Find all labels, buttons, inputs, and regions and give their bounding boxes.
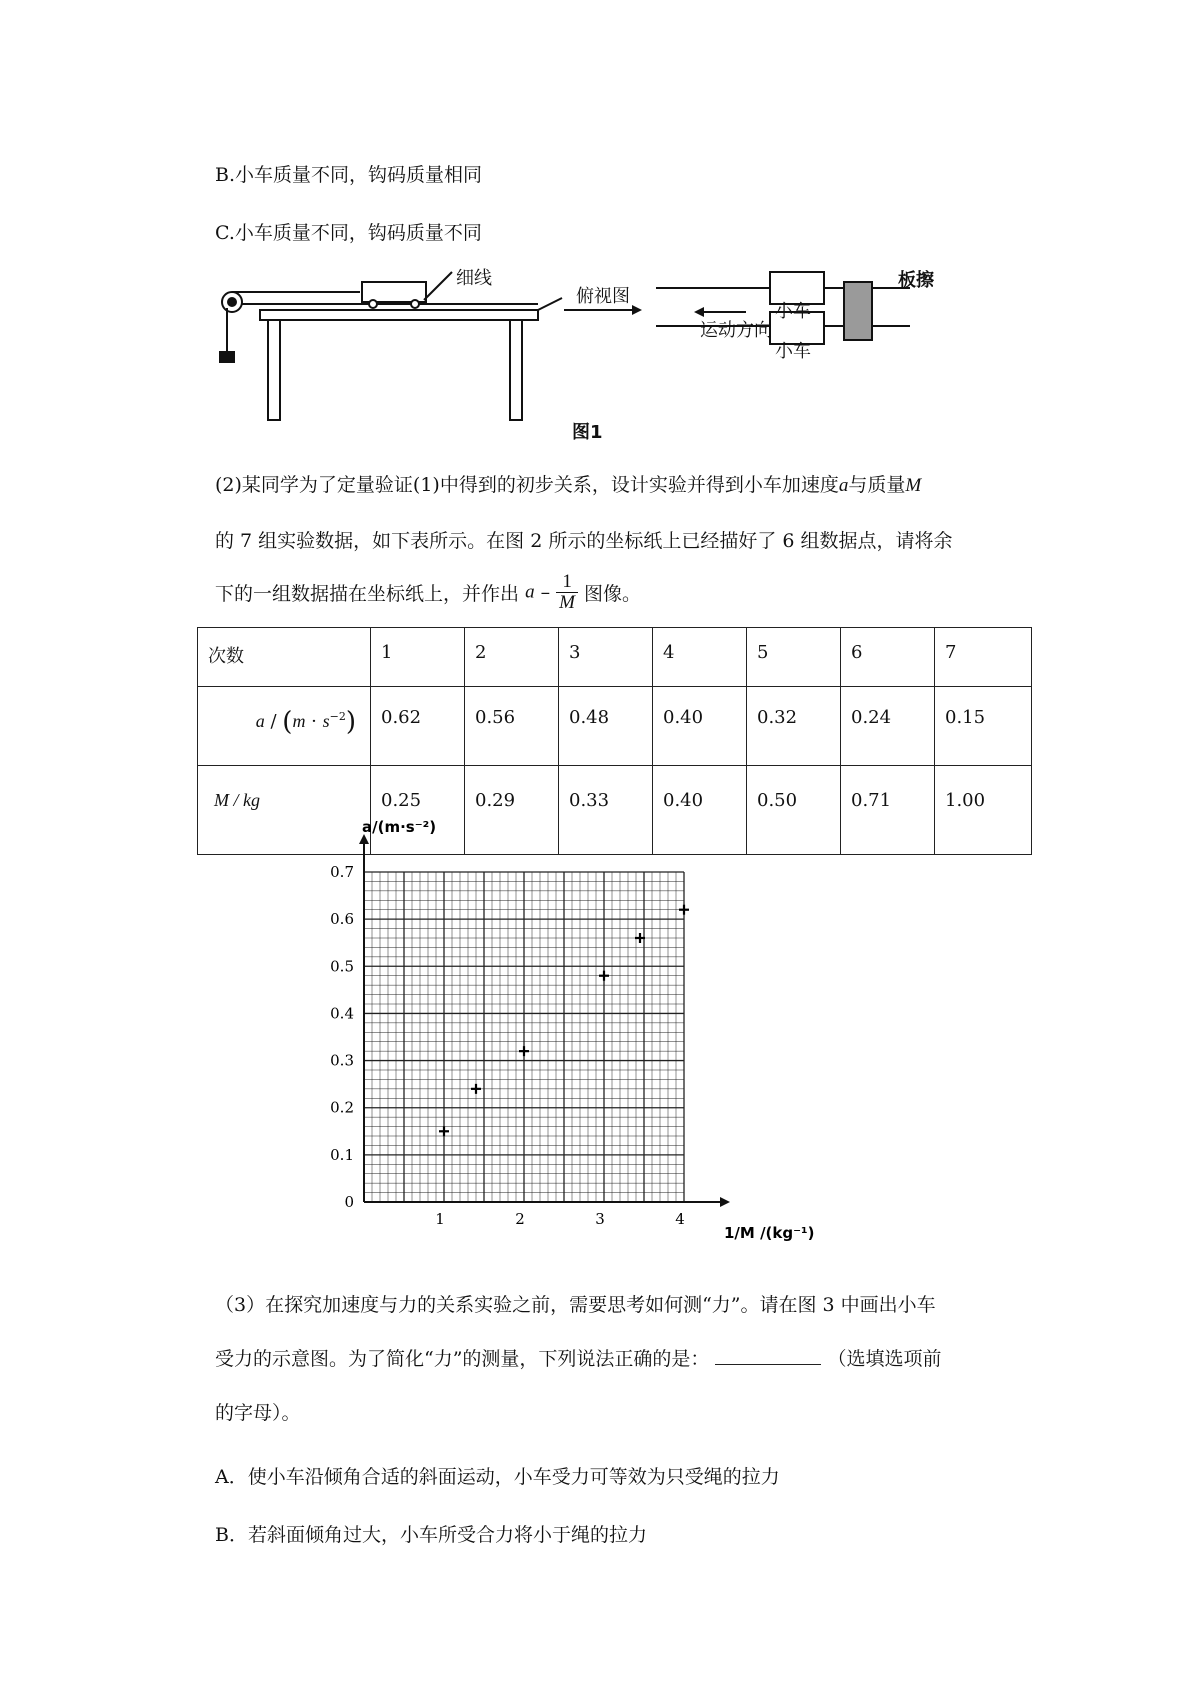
label-thread: 细线	[456, 268, 492, 289]
trial-cell: 4	[653, 628, 747, 687]
y-tick-label: 0	[344, 1193, 354, 1211]
accel-cell: 0.32	[747, 687, 841, 766]
x-tick-label: 2	[515, 1210, 525, 1228]
x-tick-label: 4	[675, 1210, 685, 1228]
y-tick-label: 0.1	[330, 1145, 354, 1164]
option-c-text: C.小车质量不同，钩码质量不同	[215, 222, 482, 244]
part3-line3: 的字母）。	[215, 1402, 301, 1424]
mass-cell: 0.25	[371, 766, 465, 855]
part3-option-b: B．若斜面倾角过大，小车所受合力将小于绳的拉力	[215, 1524, 647, 1546]
accel-cell: 0.40	[653, 687, 747, 766]
eraser-block	[844, 282, 872, 340]
label-cart-upper: 小车	[775, 301, 811, 322]
mass-cell: 0.71	[841, 766, 935, 855]
figure2-chart	[320, 818, 880, 1250]
trial-cell: 5	[747, 628, 841, 687]
mass-cell: 1.00	[935, 766, 1032, 855]
figure1-caption: 图1	[572, 422, 603, 443]
data-point	[519, 1046, 529, 1056]
y-axis-label: a/(m·s⁻²)	[362, 818, 437, 836]
data-point	[439, 1126, 449, 1136]
x-tick-label: 1	[435, 1210, 445, 1228]
part3-line2: 受力的示意图。为了简化“力”的测量，下列说法正确的是： （选填选项前	[215, 1348, 942, 1370]
accel-cell: 0.62	[371, 687, 465, 766]
x-tick-label: 3	[595, 1210, 605, 1228]
mass-cell: 0.50	[747, 766, 841, 855]
trial-cell: 6	[841, 628, 935, 687]
table-row-trials	[198, 628, 1032, 687]
accel-cell: 0.15	[935, 687, 1032, 766]
trial-cell: 2	[465, 628, 559, 687]
option-b-text: B.小车质量不同，钩码质量相同	[215, 164, 483, 186]
accel-row-label: $a / (m \cdot s^{-2})$	[198, 687, 371, 766]
x-axis-label: 1/M /(kg⁻¹)	[724, 1224, 815, 1242]
answer-blank[interactable]	[715, 1364, 821, 1365]
mass-cell: 0.33	[559, 766, 653, 855]
data-point	[679, 905, 689, 915]
y-tick-label: 0.3	[330, 1051, 354, 1070]
label-eraser: 板擦	[898, 270, 934, 291]
lab-table-side-view	[220, 272, 562, 420]
data-table	[197, 627, 1032, 855]
mass-cell: 0.29	[465, 766, 559, 855]
trial-cell: 1	[371, 628, 465, 687]
part3-option-a: A．使小车沿倾角合适的斜面运动，小车受力可等效为只受绳的拉力	[215, 1466, 780, 1488]
table-row-acceleration	[198, 687, 1032, 766]
data-point	[599, 971, 609, 981]
data-point	[471, 1084, 481, 1094]
accel-cell: 0.48	[559, 687, 653, 766]
y-tick-label: 0.5	[330, 957, 354, 976]
header-label: 次数	[198, 628, 371, 687]
fraction-one-over-m: $\frac{1}{M}$	[556, 572, 578, 613]
x-axis-arrow	[720, 1197, 730, 1207]
accel-cell: 0.56	[465, 687, 559, 766]
part2-line1: (2)某同学为了定量验证(1)中得到的初步关系，设计实验并得到小车加速度a与质量M	[215, 474, 922, 496]
trial-cell: 7	[935, 628, 1032, 687]
label-direction: 运动方向	[700, 320, 772, 341]
accel-cell: 0.24	[841, 687, 935, 766]
mass-row-label: M / kg	[198, 766, 371, 855]
label-cart-lower: 小车	[775, 341, 811, 362]
part2-line2: 的 7 组实验数据，如下表所示。在图 2 所示的坐标纸上已经描好了 6 组数据点，请将余	[215, 530, 953, 552]
y-tick-label: 0.6	[330, 910, 354, 929]
y-tick-label: 0.7	[330, 863, 354, 881]
y-tick-label: 0.4	[330, 1004, 354, 1023]
label-top-view: 俯视图	[576, 286, 630, 307]
trial-cell: 3	[559, 628, 653, 687]
y-tick-label: 0.2	[330, 1098, 354, 1117]
mass-cell: 0.40	[653, 766, 747, 855]
part3-line1: （3）在探究加速度与力的关系实验之前，需要思考如何测“力”。请在图 3 中画出小车	[215, 1294, 936, 1316]
part2-line3: 下的一组数据描在坐标纸上，并作出 a – $\frac{1}{M}$ 图像。	[215, 571, 642, 613]
